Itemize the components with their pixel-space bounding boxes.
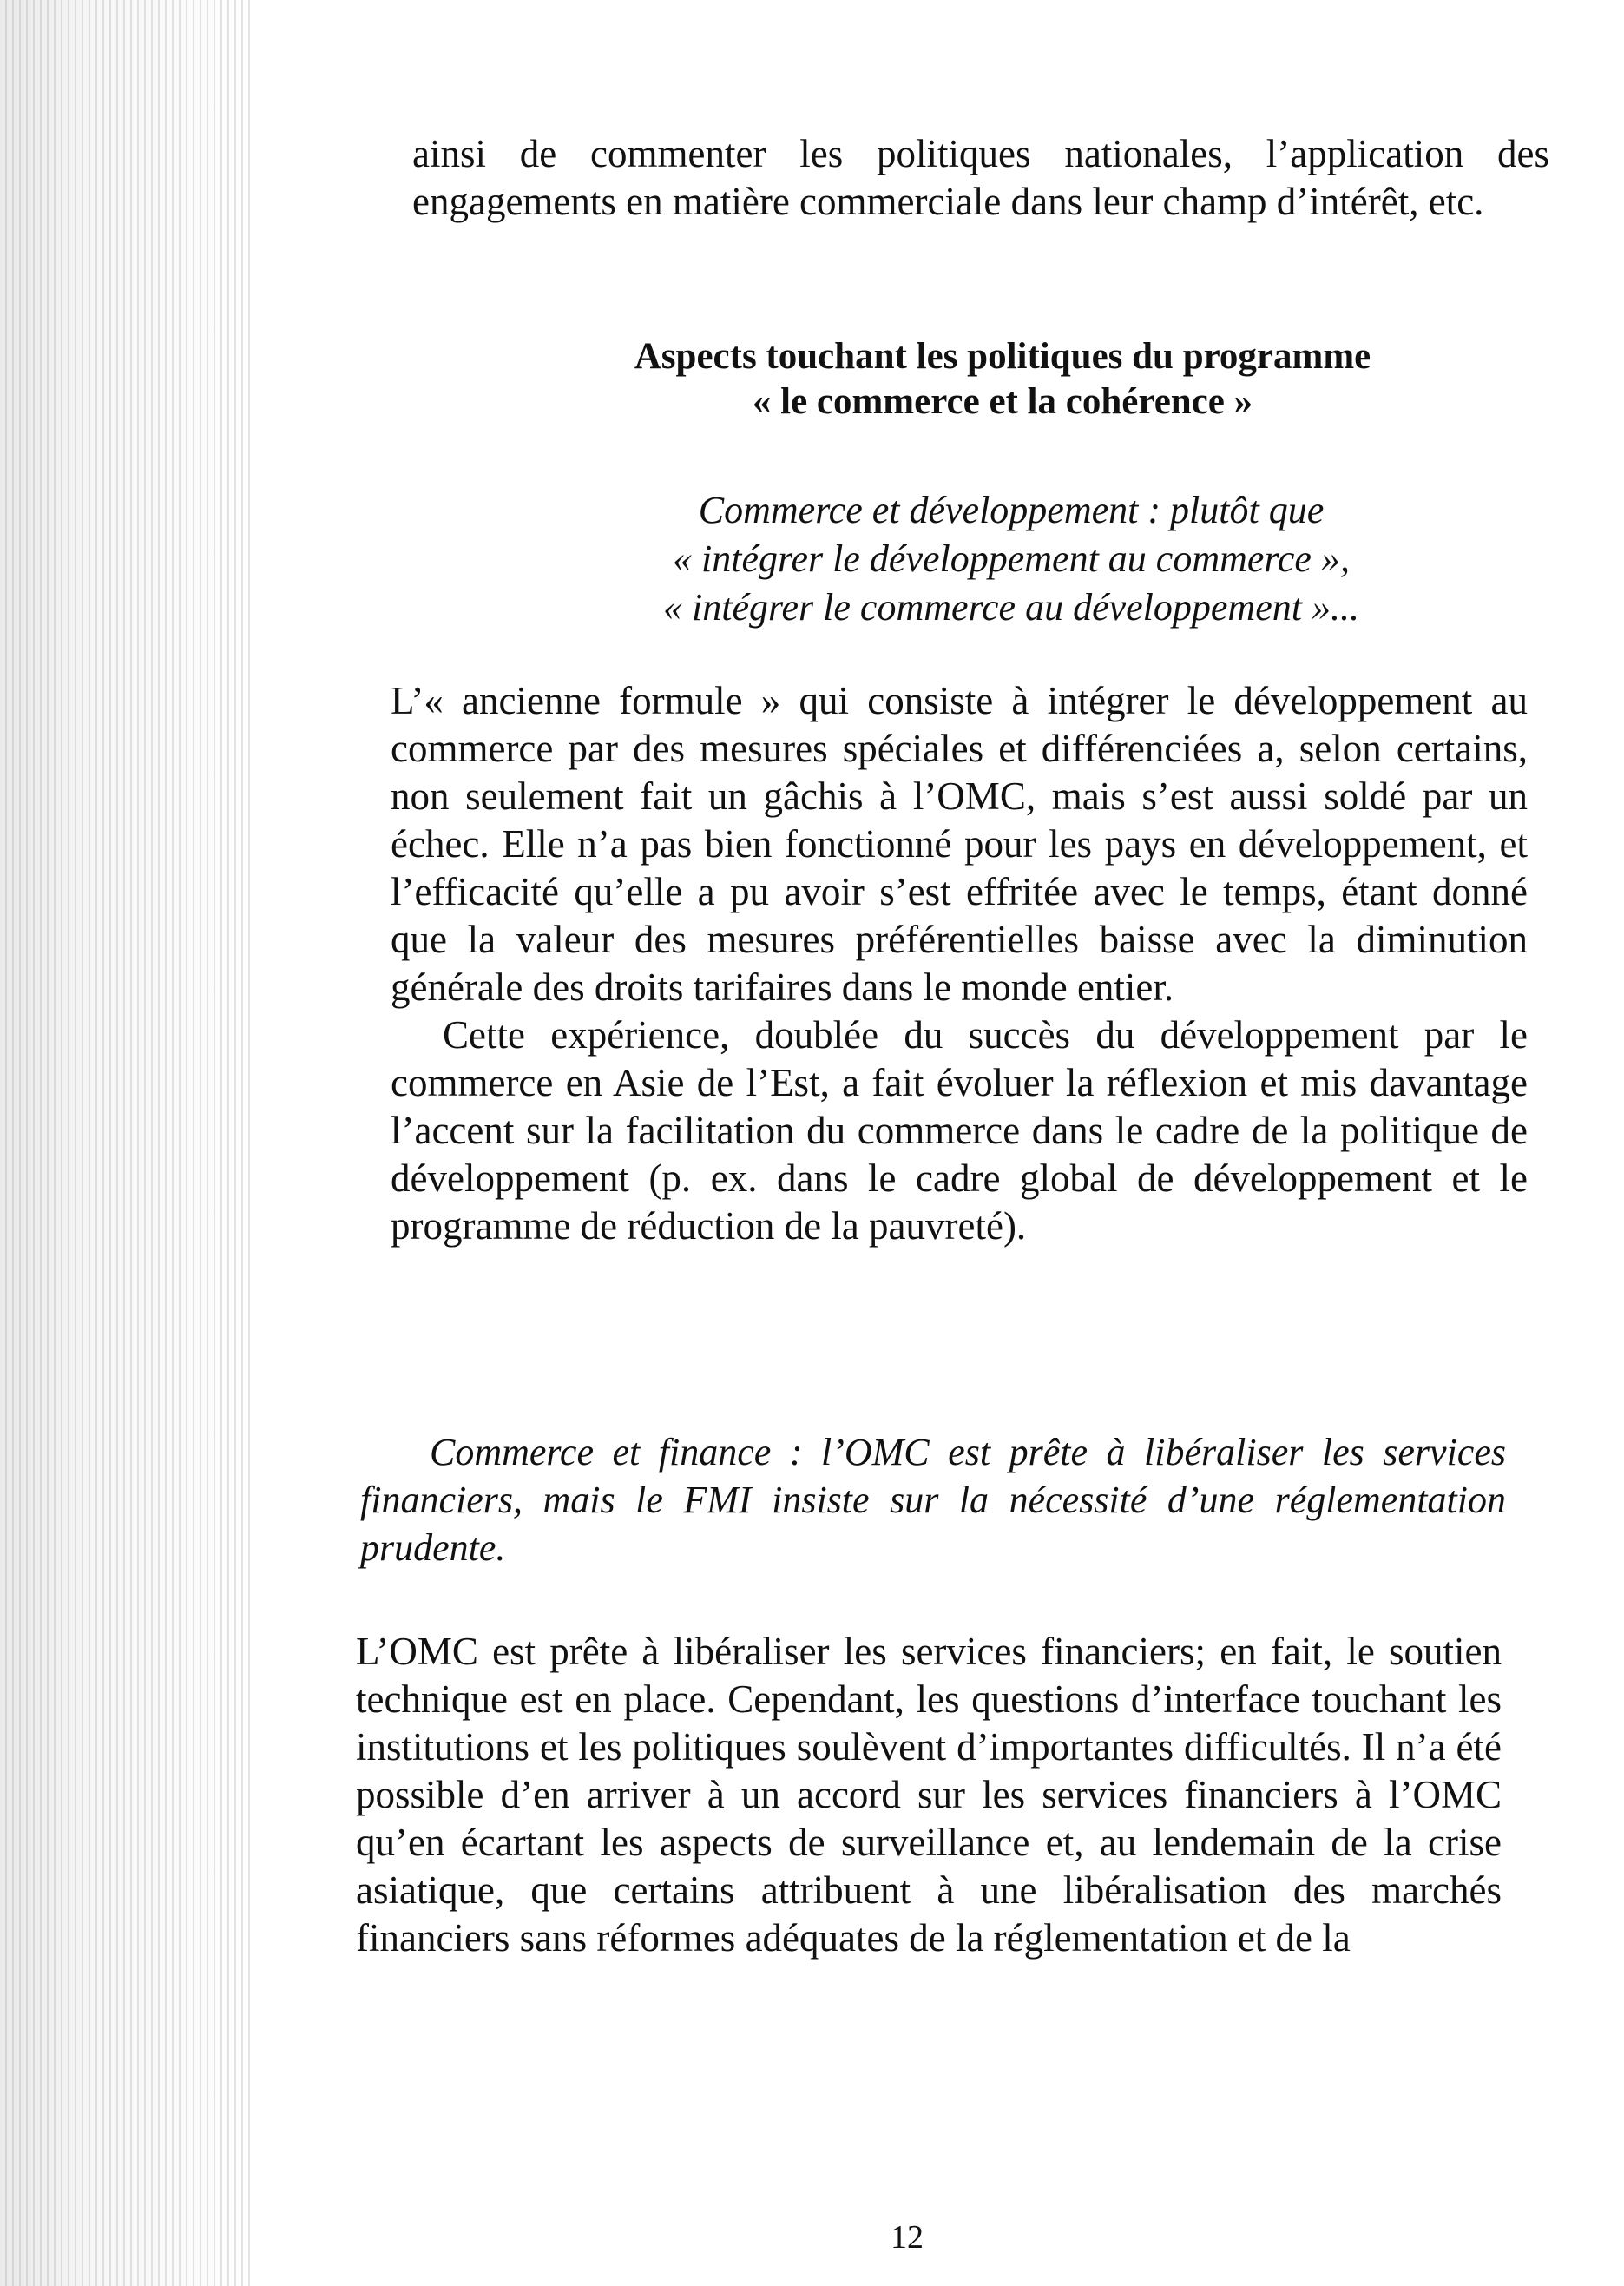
development-paragraph-2: Cette expérience, doublée du succès du développement par le commerce en Asie de l’Est, a fait évoluer la réflexion et mis davantage l’accent sur la facilitation du commerce dans le cadre de la politique de développement (p. ex. dans le cadre global de développement et le programme de réduction de la pauvreté). [391,1013,1528,1248]
intro-paragraph: ainsi de commenter les politiques nationales, l’application des engagements en matière commerciale dans leur champ d’intérêt, etc. [412,132,1549,223]
subsection-heading-development [534,486,1489,632]
development-paragraph-1: L’« ancienne formule » qui consiste à intégrer le développement au commerce par des mesures spéciales et différenciées a, selon certains, non seulement fait un gâchis à l’OMC, mais s’est aussi soldé par un échec. Elle n’a pas bien fonctionné pour les pays en développement, et l’efficacité qu’elle a pu avoir s’est effritée avec le temps, étant donné que la valeur des mesures préférentielles baisse avec la diminution générale des droits tarifaires dans le monde entier. [391,679,1528,1009]
subsection-heading-finance: Commerce et finance : l’OMC est prête à libéraliser les services financiers, mais le FMI insiste sur la nécessité d’une réglementation prudente. [360,1431,1506,1569]
scan-binding-shadow [0,0,252,2286]
section-heading-line-1: Aspects touchant les politiques du programme [634,336,1371,377]
finance-paragraph: L’OMC est prête à libéraliser les services financiers; en fait, le soutien technique est en place. Cependant, les questions d’interface touchant les institutions et les politiques soulèvent d’importantes difficultés. Il n’a été possible d’en arriver à un accord sur les services financiers à l’OMC qu’en écartant les aspects de surveillance et, au lendemain de la crise asiatique, que certains attribuent à une libéralisation des marchés financiers sans réformes adéquates de la réglementation et de la [356,1630,1502,1960]
section-heading [499,334,1506,425]
page-number: 12 [891,2219,924,2256]
subsection-dev-line-2: « intégrer le développement au commerce », [673,537,1350,580]
subsection-dev-line-3: « intégrer le commerce au développement »... [663,586,1359,629]
section-heading-line-2: « le commerce et la cohérence » [752,381,1253,422]
development-body [391,677,1528,1250]
document-page [343,130,1549,2256]
subsection-dev-line-1: Commerce et développement : plutôt que [698,489,1325,531]
finance-body [356,1628,1502,1962]
